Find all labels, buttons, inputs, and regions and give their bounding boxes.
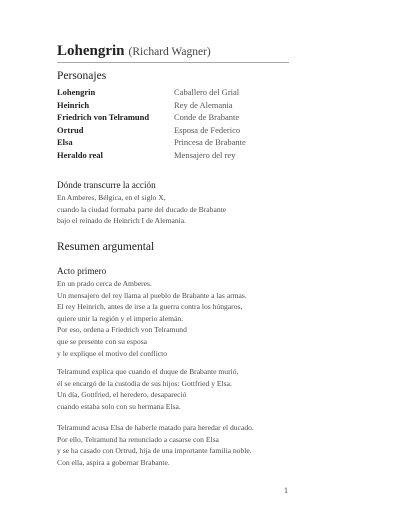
character-name: Lohengrin — [57, 87, 96, 97]
text-line: Telramund explica que cuando el duque de Brabante murió, — [57, 367, 239, 376]
summary-paragraph-1 — [57, 278, 247, 359]
title-subtitle: (Richard Wagner) — [128, 46, 211, 58]
summary-heading: Resumen argumental — [57, 241, 155, 253]
character-row — [57, 124, 297, 137]
character-role: Caballero del Grial — [174, 87, 240, 97]
character-name: Elsa — [57, 137, 73, 148]
character-role: Esposa de Federico — [174, 124, 241, 135]
text-line: quiere unir la región y el imperio alemán. — [57, 313, 184, 323]
text-line: Por ello, Telramund ha renunciado a casarse con Elsa — [57, 434, 219, 444]
text-line: y le explique el motivo del conflicto — [57, 348, 168, 358]
document-title — [57, 42, 211, 60]
character-name: Ortrud — [57, 124, 84, 135]
character-row — [57, 136, 297, 149]
text-line: Por eso, ordena a Friedrich von Telramund — [57, 325, 187, 335]
character-role: Conde de Brabante — [174, 112, 240, 123]
setting-paragraph — [57, 192, 226, 227]
character-name: Heinrich — [57, 99, 90, 110]
text-line: y se ha casado con Ortrud, hija de una importante familia noble. — [57, 446, 252, 456]
character-name: Heraldo real — [57, 149, 103, 160]
title-main: Lohengrin — [57, 43, 125, 59]
character-role: Rey de Alemania — [174, 99, 233, 110]
page-number: 1 — [284, 486, 288, 495]
character-row — [57, 111, 297, 124]
characters-heading: Personajes — [57, 70, 107, 82]
character-row — [57, 86, 297, 99]
character-role: Princesa de Brabante — [174, 137, 246, 148]
summary-paragraph-2 — [57, 366, 238, 412]
title-divider — [57, 62, 289, 63]
text-line: Telramund acusa Elsa de haberle matado para heredar el ducado. — [57, 423, 254, 432]
character-name: Friedrich von Telramund — [57, 112, 150, 123]
text-line: él se encargó de la custodia de sus hijos: Gottfried y Elsa. — [57, 378, 232, 388]
character-row — [57, 99, 297, 112]
text-line: En Amberes, Bélgica, en el siglo X, — [57, 193, 166, 202]
text-line: Un mensajero del rey llama al pueblo de Brabante a las armas. — [57, 290, 247, 300]
text-line: que se presente con su esposa — [57, 336, 148, 346]
text-line: cuando la ciudad formaba parte del ducado de Brabante — [57, 204, 227, 214]
text-line: Con ella, aspira a gobernar Brabante. — [57, 457, 170, 467]
text-line: Un día, Gottfried, el heredero, desapareció — [57, 390, 187, 400]
text-line: El rey Heinrich, antes de irse a la guerra contra los húngaros, — [57, 302, 243, 312]
text-line: cuando estaba solo con su hermana Elsa. — [57, 401, 181, 411]
text-line: En un prado cerca de Amberes. — [57, 279, 152, 288]
act-heading: Acto primero — [57, 266, 107, 276]
setting-heading: Dónde transcurre la acción — [57, 180, 156, 190]
character-list — [57, 86, 297, 162]
text-line: bajo el reinado de Heinrich I de Alemania. — [57, 216, 187, 226]
summary-paragraph-3 — [57, 422, 254, 468]
character-role: Mensajero del rey — [174, 149, 236, 160]
character-row — [57, 149, 297, 162]
